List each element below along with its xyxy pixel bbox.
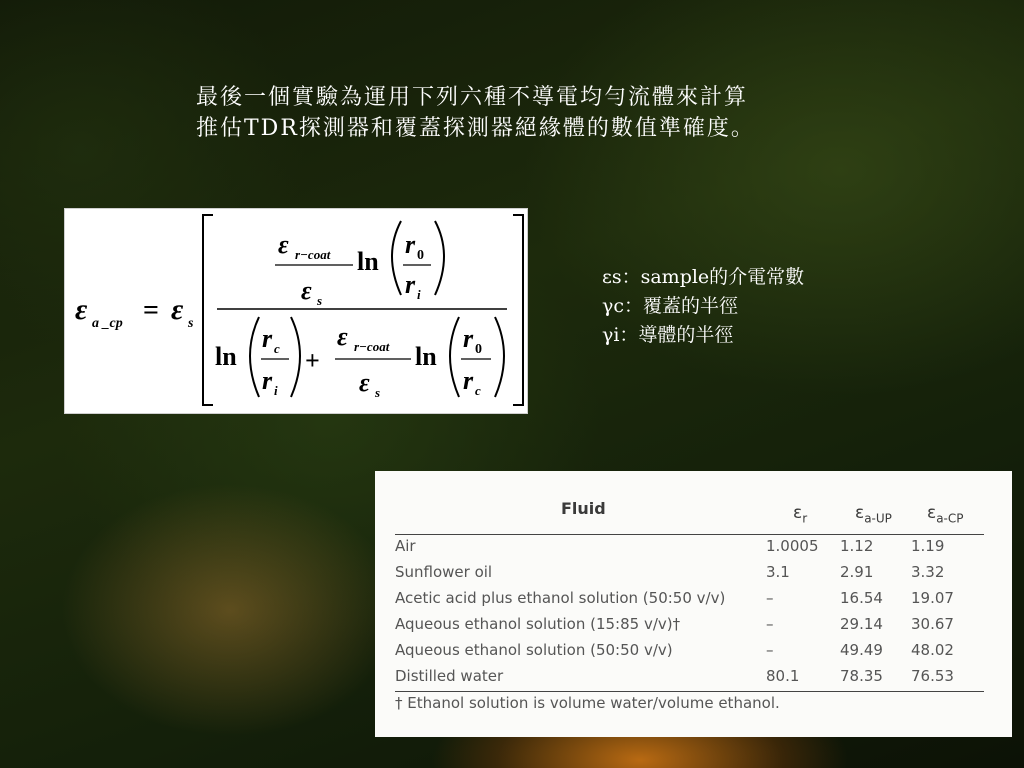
- left-square-bracket: [203, 215, 213, 405]
- den-left-paren-1: [250, 317, 259, 397]
- slide-title-line-1: 最後一個實驗為運用下列六種不導電均勻流體來計算: [196, 85, 749, 110]
- num-coat-epsilon: ε: [278, 230, 289, 259]
- cell-er: –: [766, 589, 774, 607]
- cell-eup: 78.35: [840, 667, 883, 685]
- den-ln-2: ln: [415, 342, 437, 371]
- den-ri-sub: i: [274, 383, 278, 398]
- table-footnote: † Ethanol solution is volume water/volume ethanol.: [395, 694, 780, 712]
- cell-eup: 16.54: [840, 589, 883, 607]
- num-s-epsilon: ε: [301, 276, 312, 305]
- num-ri-sub: i: [417, 287, 421, 302]
- formula-svg: [65, 209, 529, 415]
- formula-lhs-subscript: a _cp: [92, 316, 123, 331]
- table-row: [395, 589, 995, 615]
- header-fluid: Fluid: [561, 499, 606, 518]
- cell-ecp: 76.53: [911, 667, 954, 685]
- cell-er: 3.1: [766, 563, 790, 581]
- cell-fluid: Aqueous ethanol solution (15:85 v/v)†: [395, 615, 681, 633]
- fluid-table: [375, 471, 1012, 737]
- symbol-legend: [602, 263, 804, 350]
- num-s-subscript: s: [317, 293, 323, 308]
- cell-ecp: 3.32: [911, 563, 945, 581]
- den-rc-r: r: [262, 324, 273, 353]
- den-right-paren-1: [291, 317, 300, 397]
- cell-er: –: [766, 615, 774, 633]
- table-row: [395, 667, 995, 693]
- header-er: [793, 503, 807, 525]
- num-ln: ln: [357, 247, 379, 276]
- num-r0-r: r: [405, 230, 416, 259]
- cell-eup: 1.12: [840, 537, 874, 555]
- cell-er: –: [766, 641, 774, 659]
- den-rc-sub: c: [274, 341, 280, 356]
- header-rule: [395, 534, 984, 535]
- legend-gamma-c: γc：覆蓋的半徑: [602, 295, 738, 317]
- formula-equals: =: [143, 295, 159, 326]
- formula-rhs-epsilon: ε: [171, 293, 184, 326]
- slide-title-line-2: 推估TDR探測器和覆蓋探測器絕緣體的數值準確度。: [196, 116, 755, 141]
- den-right-paren-2: [495, 317, 504, 397]
- cell-ecp: 1.19: [911, 537, 945, 555]
- num-right-paren: [435, 221, 444, 295]
- table-row: [395, 615, 995, 641]
- den-ri-r: r: [262, 366, 273, 395]
- cell-fluid: Acetic acid plus ethanol solution (50:50 v/v): [395, 589, 726, 607]
- header-eup-sub: a-UP: [864, 511, 892, 526]
- den-coat-epsilon: ε: [337, 322, 348, 351]
- header-ecp: [927, 503, 964, 525]
- table-row: [395, 563, 995, 589]
- cell-er: 1.0005: [766, 537, 819, 555]
- num-left-paren: [392, 221, 401, 295]
- den-left-paren-2: [450, 317, 459, 397]
- cell-eup: 49.49: [840, 641, 883, 659]
- cell-fluid: Distilled water: [395, 667, 504, 685]
- cell-fluid: Air: [395, 537, 416, 555]
- header-er-base: ε: [793, 503, 803, 523]
- cell-eup: 2.91: [840, 563, 874, 581]
- cell-eup: 29.14: [840, 615, 883, 633]
- legend-es: εs：sample的介電常數: [602, 266, 805, 288]
- table-row: [395, 641, 995, 667]
- den-r0-sub: 0: [475, 342, 482, 357]
- cell-ecp: 19.07: [911, 589, 954, 607]
- den-s-subscript: s: [375, 385, 381, 400]
- cell-fluid: Sunflower oil: [395, 563, 493, 581]
- cell-ecp: 30.67: [911, 615, 954, 633]
- header-ecp-sub: a-CP: [936, 511, 964, 526]
- legend-gamma-i: γi：導體的半徑: [602, 324, 734, 346]
- den-r0-r: r: [463, 324, 474, 353]
- header-eup-base: ε: [855, 503, 865, 523]
- den-rc2-sub: c: [475, 383, 481, 398]
- table-row: [395, 537, 995, 563]
- den-rc2-r: r: [463, 366, 474, 395]
- header-ecp-base: ε: [927, 503, 937, 523]
- cell-fluid: Aqueous ethanol solution (50:50 v/v): [395, 641, 673, 659]
- cell-ecp: 48.02: [911, 641, 954, 659]
- footer-rule: [395, 691, 984, 692]
- right-square-bracket: [513, 215, 523, 405]
- num-r0-sub: 0: [417, 248, 424, 263]
- formula-image: [64, 208, 528, 414]
- formula-lhs-epsilon: ε: [75, 293, 88, 326]
- num-coat-subscript: r−coat: [295, 247, 331, 262]
- header-er-sub: r: [802, 511, 808, 526]
- cell-er: 80.1: [766, 667, 800, 685]
- slide-title: [196, 82, 896, 144]
- den-plus: +: [305, 346, 320, 375]
- den-ln-1: ln: [215, 342, 237, 371]
- formula-rhs-subscript: s: [188, 316, 194, 331]
- header-eup: [855, 503, 892, 525]
- den-coat-subscript: r−coat: [354, 339, 390, 354]
- num-ri-r: r: [405, 270, 416, 299]
- den-s-epsilon: ε: [359, 368, 370, 397]
